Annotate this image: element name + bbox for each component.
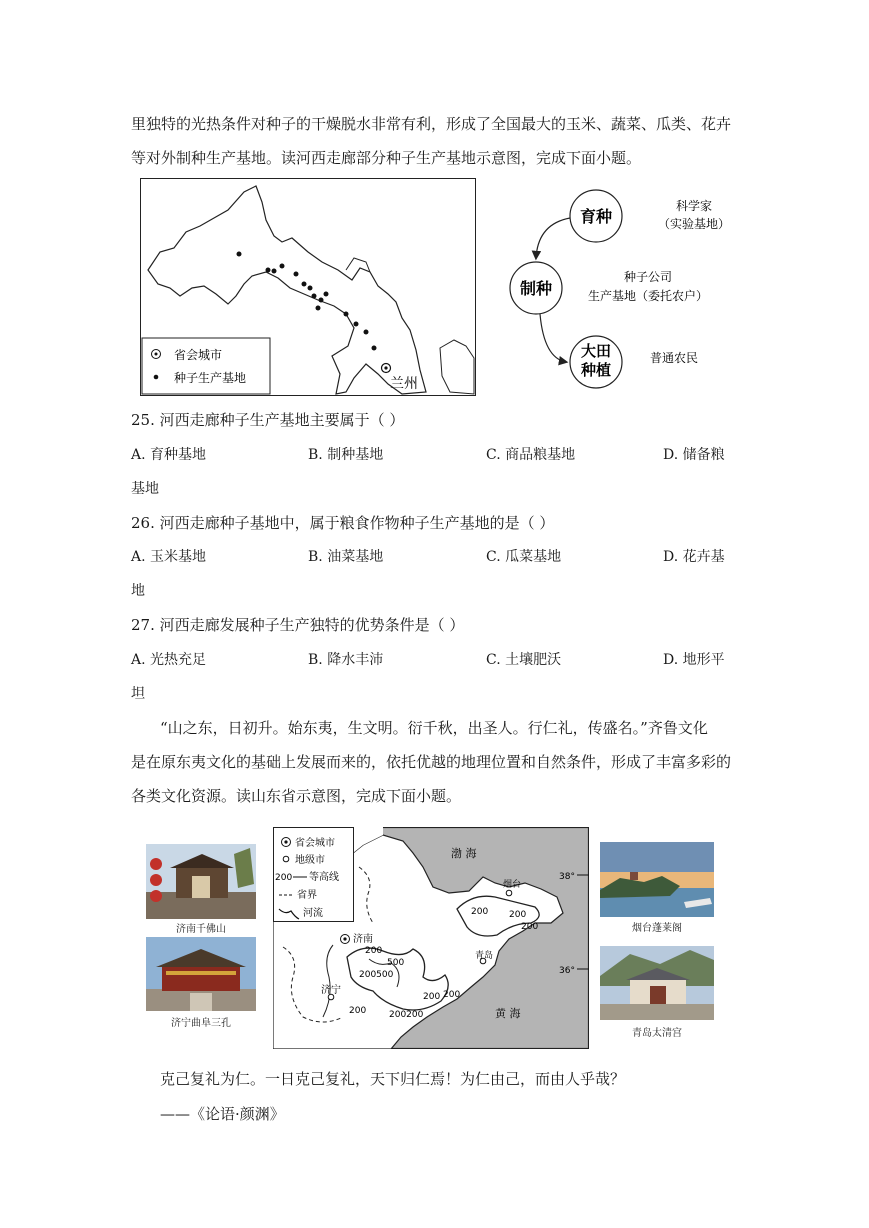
- quote-text: 克己复礼为仁。一日克己复礼，天下归仁焉！为仁由己，而由人乎哉？: [160, 1070, 626, 1088]
- legend-city-label: 地级市: [295, 855, 325, 866]
- shandong-map: [273, 827, 589, 1049]
- hexi-corridor-map: [140, 178, 476, 396]
- scientist-label: 科学家: [675, 199, 713, 213]
- q25-option-a[interactable]: A. 育种基地: [131, 447, 207, 463]
- q26-option-a[interactable]: A. 玉米基地: [131, 549, 207, 565]
- contour-label: 200: [471, 907, 489, 917]
- qianfoshan-photo: [146, 844, 256, 919]
- legend-border-label: 省界: [297, 890, 317, 901]
- passage-line-3: 各类文化资源。读山东省示意图，完成下面小题。: [131, 787, 462, 805]
- map1-legend: [142, 338, 270, 394]
- seed-flow-diagram: [500, 178, 760, 396]
- legend-contour-label: 等高线: [309, 872, 339, 883]
- intro-line-1: 里独特的光热条件对种子的干燥脱水非常有利，形成了全国最大的玉米、蔬菜、瓜类、花卉: [131, 115, 732, 133]
- contour-label: 200: [521, 922, 539, 932]
- breeding-label: 育种: [579, 207, 613, 226]
- quote-source: ——《论语·颜渊》: [160, 1105, 285, 1123]
- qufu-photo: [146, 937, 256, 1011]
- farmer-label: 普通农民: [649, 351, 699, 365]
- contour-label: 200200: [389, 1010, 424, 1020]
- yantai-label: 烟台: [503, 880, 522, 890]
- bohai-label: 渤 海: [451, 847, 477, 860]
- legend-capital-label: 省会城市: [295, 838, 335, 849]
- seed-production-label: 制种: [519, 279, 553, 298]
- qufu-caption: 济宁曲阜三孔: [171, 1018, 231, 1029]
- huanghai-label: 黄 海: [495, 1007, 521, 1020]
- taiqinggong-caption: 青岛太清宫: [632, 1028, 682, 1039]
- contour-label: 200: [423, 992, 441, 1002]
- intro-line-2: 等对外制种生产基地。读河西走廊部分种子生产基地示意图，完成下面小题。: [131, 149, 642, 167]
- q27-option-d[interactable]: D. 地形平: [663, 652, 725, 668]
- q26-option-d[interactable]: D. 花卉基: [663, 549, 725, 565]
- arrow-2: [540, 314, 566, 362]
- question-25-stem: 25. 河西走廊种子生产基地主要属于（ ）: [131, 411, 405, 429]
- qianfoshan-caption: 济南千佛山: [176, 924, 226, 935]
- yantai-marker: [506, 890, 512, 896]
- q25-option-b[interactable]: B. 制种基地: [308, 447, 384, 463]
- legend-capital-label: 省会城市: [174, 348, 223, 362]
- contour-label: 200: [509, 910, 527, 920]
- qingdao-label: 青岛: [475, 951, 494, 961]
- q26-option-b[interactable]: B. 油菜基地: [308, 549, 384, 565]
- contour-label: 200: [443, 990, 461, 1000]
- penglaige-photo: [600, 842, 714, 917]
- contour-label: 200: [365, 946, 383, 956]
- lab-base-label: （实验基地）: [657, 217, 731, 231]
- lanzhou-marker: [382, 364, 391, 373]
- q27-option-b[interactable]: B. 降水丰沛: [308, 652, 384, 668]
- question-27-stem: 27. 河西走廊发展种子生产独特的优势条件是（ ）: [131, 616, 465, 634]
- passage-line-2: 是在原东夷文化的基础上发展而来的，依托优越的地理位置和自然条件，形成了丰富多彩的: [131, 753, 732, 771]
- legend-contour-value: 200: [275, 873, 293, 883]
- question-26-stem: 26. 河西走廊种子基地中，属于粮食作物种子生产基地的是（ ）: [131, 514, 555, 532]
- contour-label: 200500: [359, 970, 394, 980]
- lat-36-label: 36°: [559, 966, 575, 976]
- field-planting-label-2: 种植: [580, 361, 612, 379]
- contour-label: 500: [387, 958, 405, 968]
- seed-base-icon: [154, 375, 159, 380]
- legend-base-label: 种子生产基地: [174, 371, 247, 385]
- q25-option-c[interactable]: C. 商品粮基地: [486, 447, 576, 463]
- passage-line-1: “山之东，日初升。始东夷，生文明。衍千秋，出圣人。行仁礼，传盛名。”齐鲁文化: [160, 719, 708, 737]
- lanzhou-label: 兰州: [390, 376, 418, 392]
- q27-option-d-wrap: 坦: [131, 686, 145, 702]
- legend-river-label: 河流: [303, 908, 323, 919]
- contour-label: 200: [349, 1006, 367, 1016]
- jinan-label: 济南: [353, 934, 373, 945]
- q26-option-d-wrap: 地: [131, 583, 145, 599]
- taiqinggong-photo: [600, 946, 714, 1020]
- q27-option-c[interactable]: C. 土壤肥沃: [486, 652, 562, 668]
- q25-option-d-wrap: 基地: [131, 481, 159, 497]
- prefecture-city-icon: [283, 856, 289, 862]
- arrow-1: [536, 218, 570, 258]
- penglaige-caption: 烟台蓬莱阁: [632, 923, 682, 934]
- jining-label: 济宁: [321, 985, 341, 996]
- production-base-label: 生产基地（委托农户）: [587, 289, 709, 303]
- shandong-figure: [140, 822, 730, 1054]
- q27-option-a[interactable]: A. 光热充足: [131, 652, 207, 668]
- q26-option-c[interactable]: C. 瓜菜基地: [486, 549, 562, 565]
- q25-option-d[interactable]: D. 储备粮: [663, 447, 725, 463]
- seed-company-label: 种子公司: [623, 270, 673, 284]
- field-planting-label-1: 大田: [580, 342, 612, 360]
- lat-38-label: 38°: [559, 872, 575, 882]
